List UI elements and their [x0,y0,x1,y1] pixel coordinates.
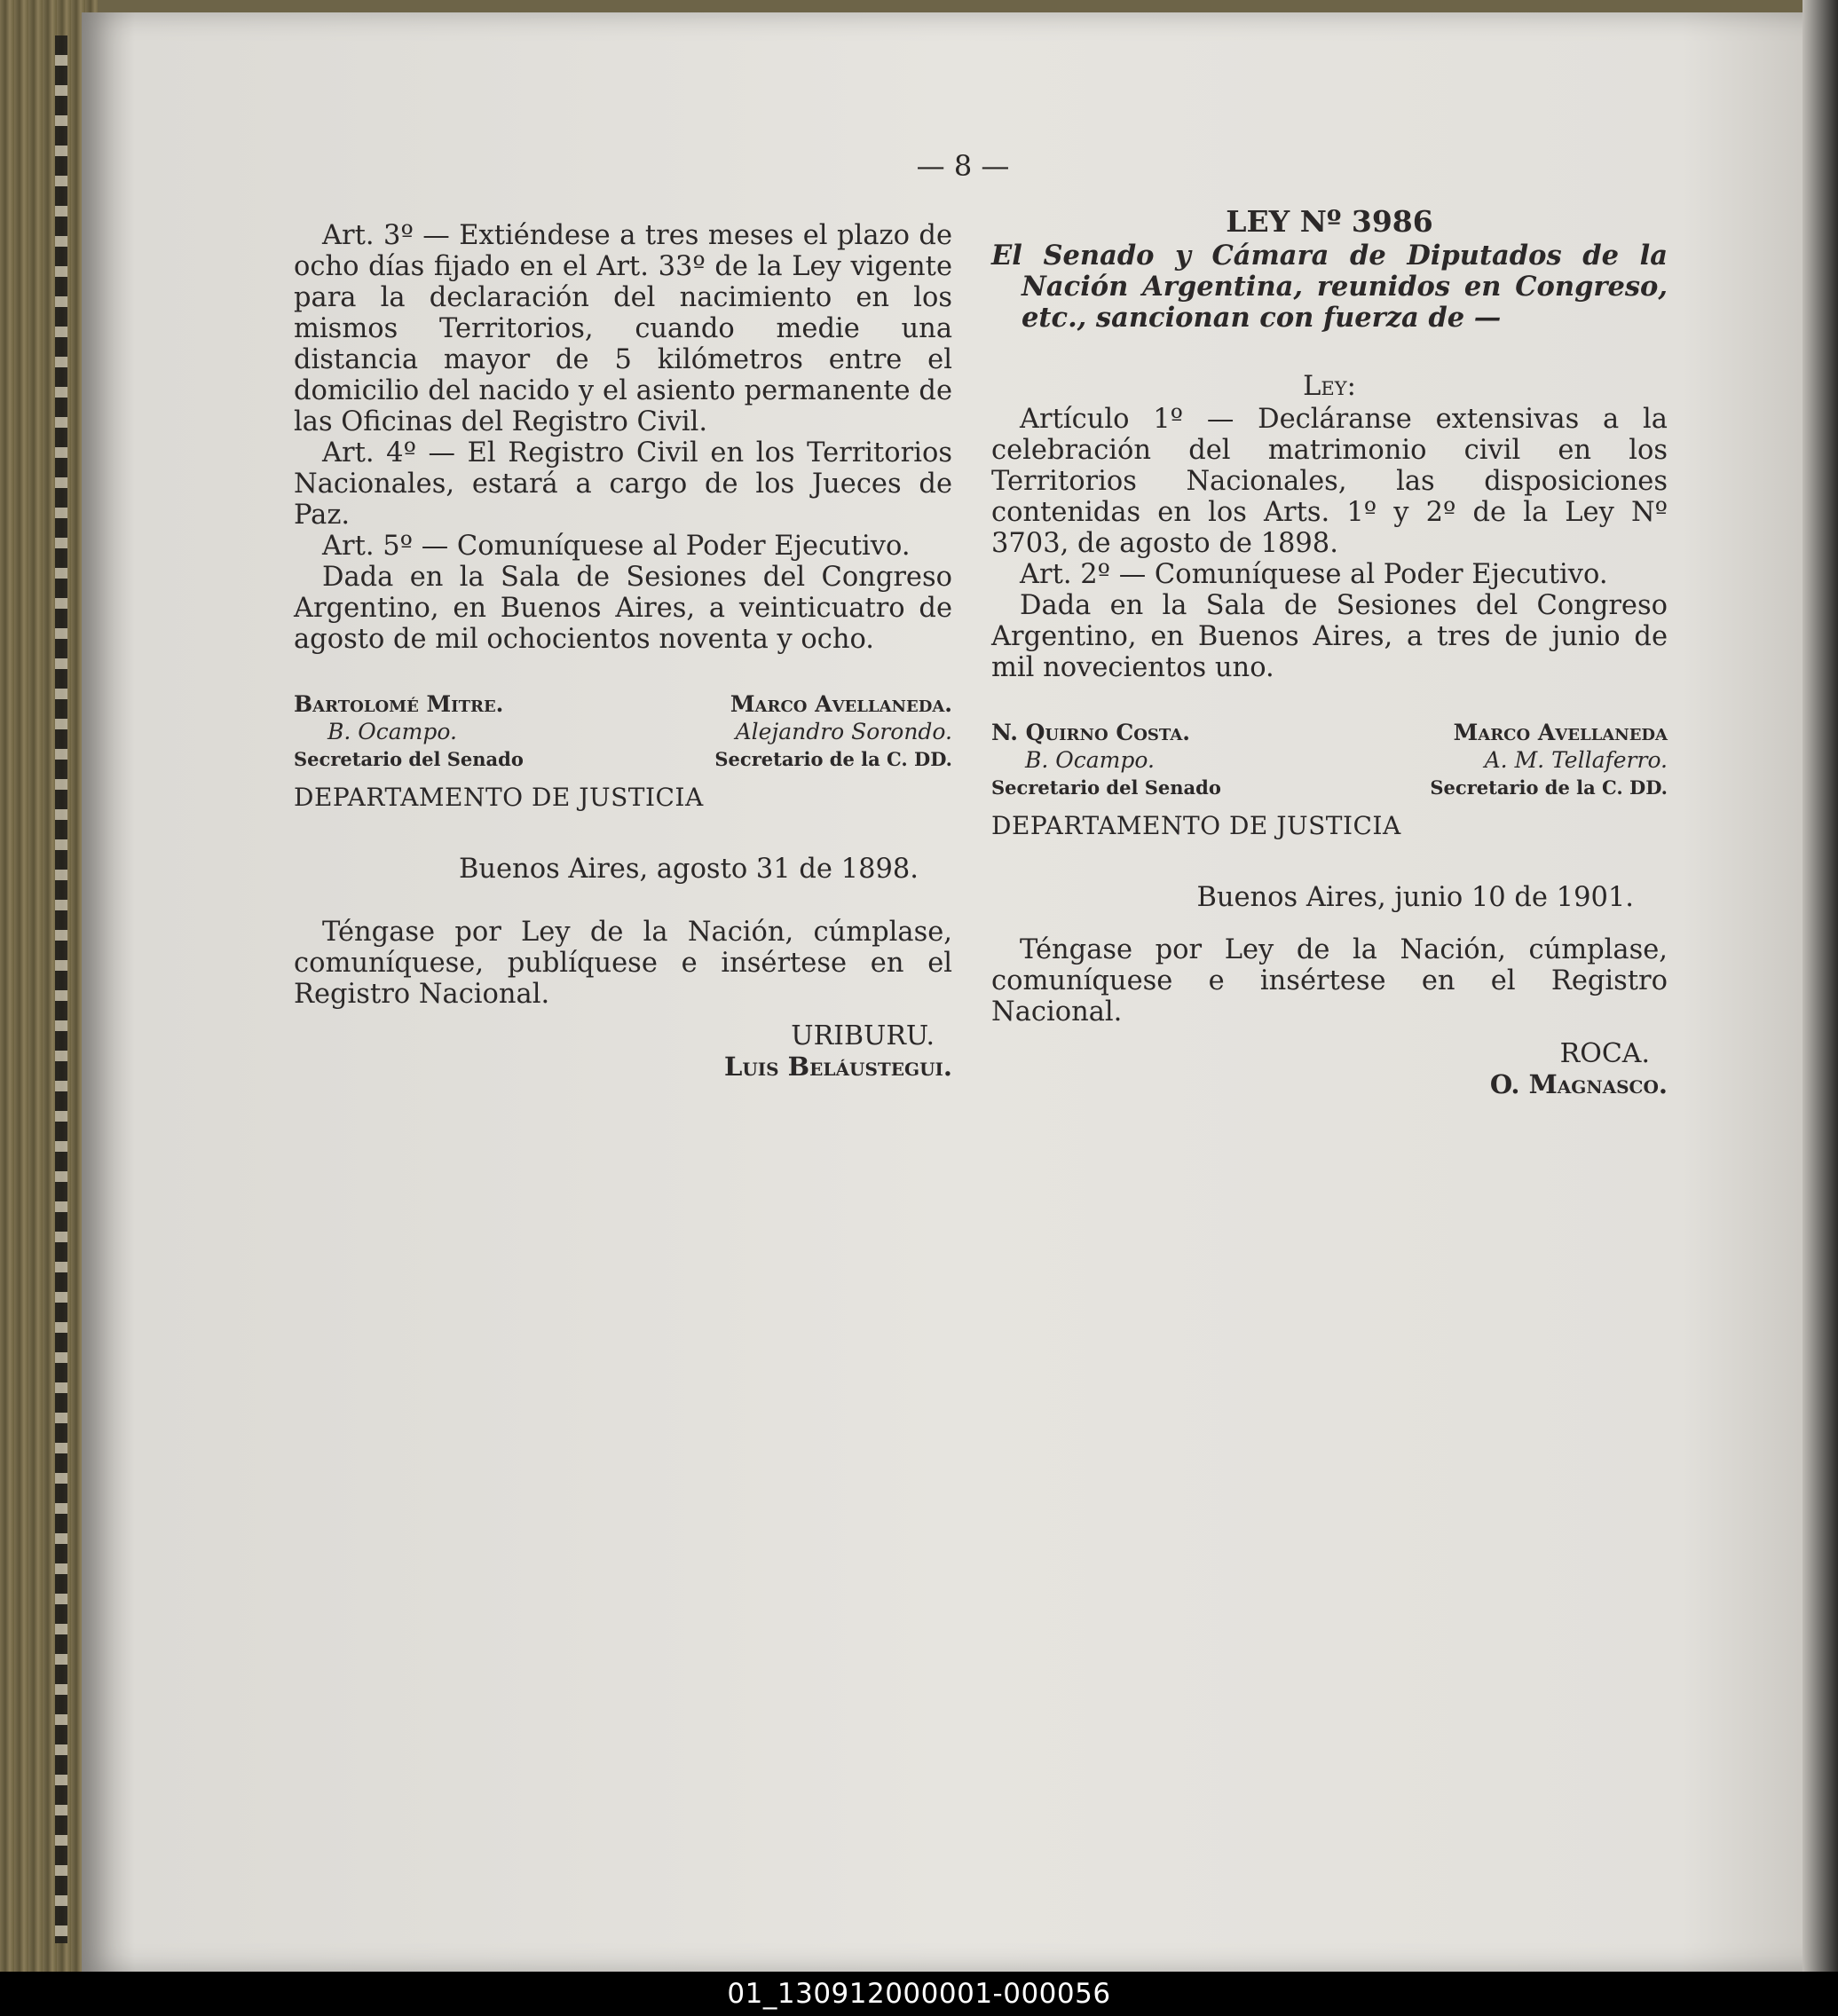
spine-binding-edge [55,35,67,1943]
senate-secretary-name: B. Ocampo. [1025,747,1155,773]
right-column [991,206,1668,1100]
chamber-secretary-name: Alejandro Sorondo. [735,719,952,744]
executive-signers [294,1020,952,1083]
decree-date: Buenos Aires, agosto 31 de 1898. [458,854,919,885]
senate-secretary-role: Secretario del Senado [991,776,1221,799]
page-edge-shadow [1803,0,1838,1972]
department-heading: DEPARTAMENTO DE JUSTICIA [294,783,704,812]
chamber-secretary-role: Secretario de la C. DD. [714,748,952,770]
department-heading: DEPARTAMENTO DE JUSTICIA [991,811,1401,840]
decree-date: Buenos Aires, junio 10 de 1901. [1196,882,1634,913]
article-1: Artículo 1º — Decláranse extensivas a la celebración del matrimonio civil en los Territorios Nacionales, las disposiciones contenidas en los Arts. 1º y 2º de la Ley Nº 3703, de agosto de 1898. [991,404,1668,559]
congress-signatures [294,690,952,773]
minister-name: O. Magnasco. [1489,1069,1668,1099]
senate-president-name: Bartolomé Mitre. [294,691,504,717]
president-name: ROCA. [1559,1038,1650,1069]
article-2: Art. 2º — Comuníquese al Poder Ejecutivo. [1020,559,1608,590]
article-3: Art. 3º — Extiéndese a tres meses el plazo de ocho días fijado en el Art. 33º de la Ley vigente para la declaración del nacimiento en los mismos Territorios, cuando medie una distancia mayor de 5 kilómetros entre el domicilio del nacido y el asiento permanente de las Oficinas del Registro Civil. [294,220,952,437]
chamber-president-name: Marco Avellaneda. [730,691,952,717]
decree-text: Téngase por Ley de la Nación, cúmplase, comuníquese e insértese en el Registro Nacional. [991,934,1668,1028]
chamber-signature [1430,719,1668,801]
law-title: LEY Nº 3986 [1226,204,1433,239]
minister-name: Luis Beláustegui. [723,1051,952,1082]
senate-secretary-name: B. Ocampo. [327,719,457,744]
chamber-president-name: Marco Avellaneda [1453,720,1668,745]
president-name: URIBURU. [791,1020,935,1051]
law-preamble: El Senado y Cámara de Diputados de la Nación Argentina, reunidos en Congreso, etc., sancionan con fuerza de — [991,240,1668,334]
chamber-secretary-name: A. M. Tellaferro. [1484,747,1668,773]
congress-signatures [991,719,1668,801]
chamber-signature [714,690,952,773]
article-4: Art. 4º — El Registro Civil en los Territorios Nacionales, estará a cargo de los Jueces de Paz. [294,437,952,531]
senate-president-name: N. Quirno Costa. [991,720,1191,745]
chamber-secretary-role: Secretario de la C. DD. [1430,776,1668,799]
left-column [294,220,952,1083]
scan-id-footer: 01_130912000001-000056 [0,1972,1838,2016]
senate-secretary-role: Secretario del Senado [294,748,524,770]
senate-signature [991,719,1221,801]
enactment-clause: Dada en la Sala de Sesiones del Congreso Argentino, en Buenos Aires, a tres de junio de mil novecientos uno. [991,590,1668,683]
ley-heading: Ley: [1303,371,1356,402]
executive-signers [991,1038,1668,1100]
article-5: Art. 5º — Comuníquese al Poder Ejecutivo. [322,531,911,562]
senate-signature [294,690,524,773]
page-number: — 8 — [916,149,1010,183]
enactment-clause: Dada en la Sala de Sesiones del Congreso Argentino, en Buenos Aires, a veinticuatro de agosto de mil ochocientos noventa y ocho. [294,562,952,655]
decree-text: Téngase por Ley de la Nación, cúmplase, comuníquese, publíquese e insértese en el Registro Nacional. [294,917,952,1010]
